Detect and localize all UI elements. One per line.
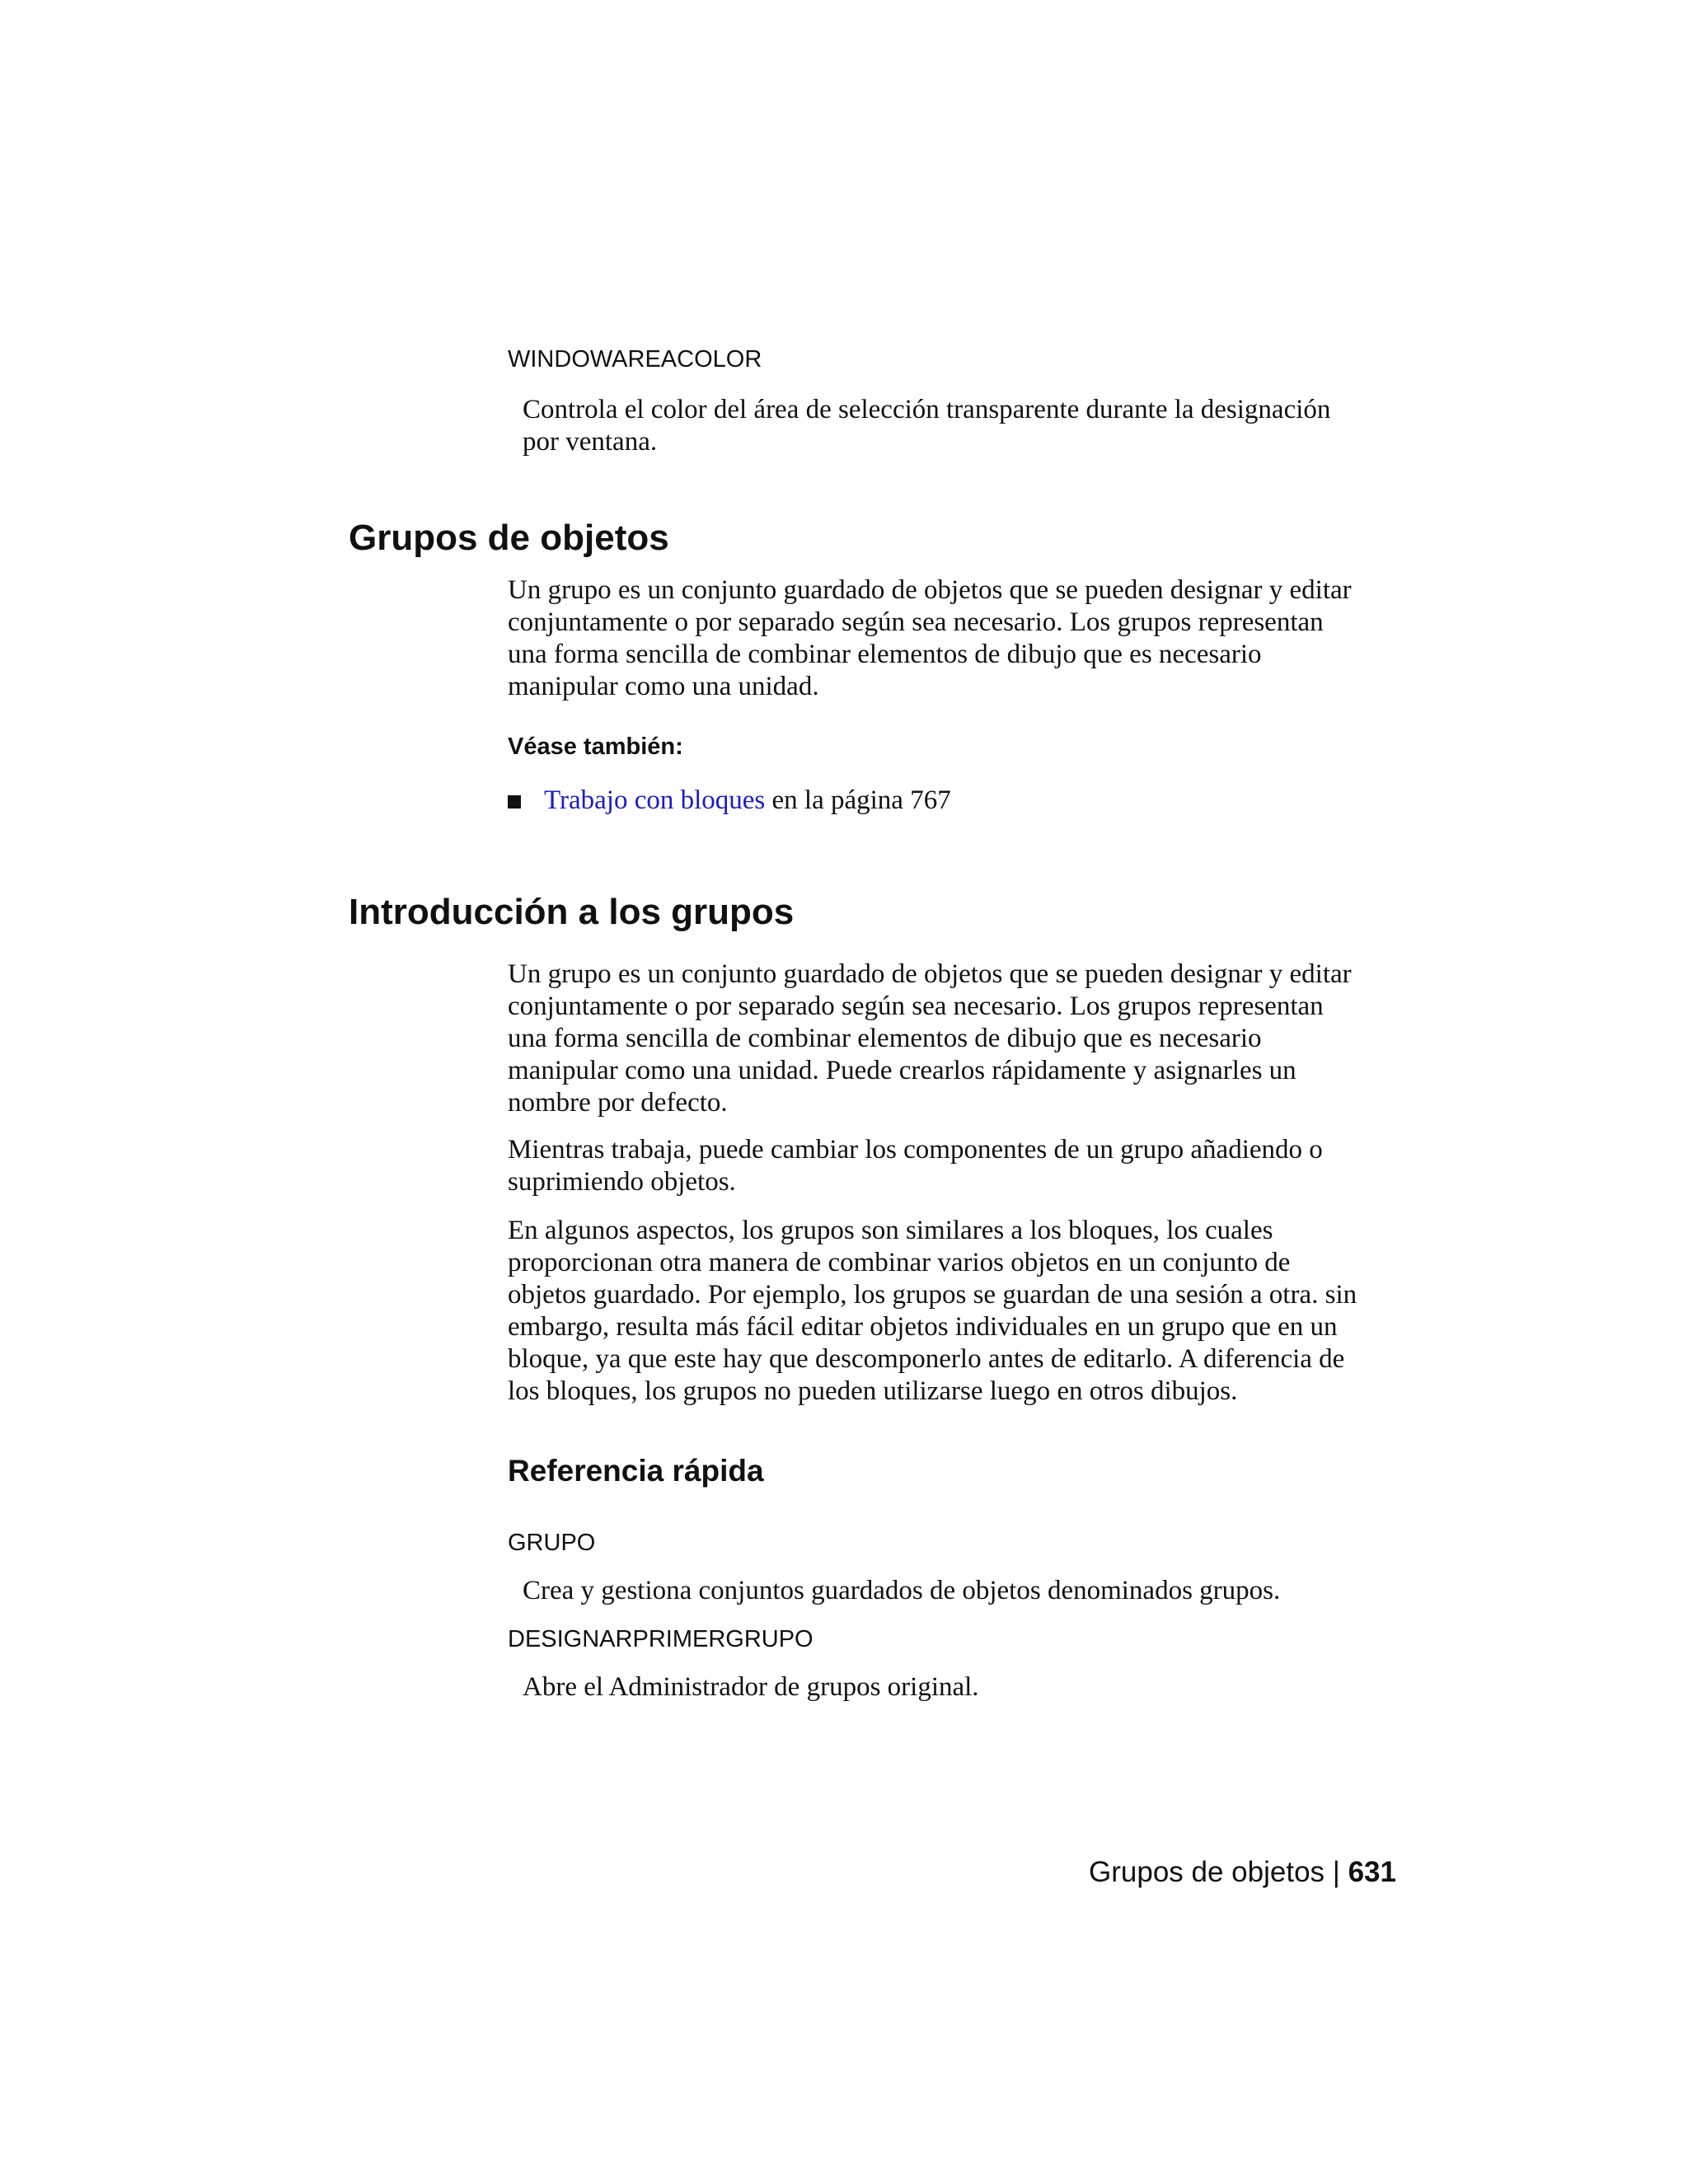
heading-introduccion: Introducción a los grupos (349, 892, 795, 932)
intro-paragraph-3 (508, 1215, 1406, 1408)
windowareacolor-description (523, 394, 1330, 458)
paragraph-line: embargo, resulta más fácil editar objetos individuales en un grupo que en un (508, 1312, 1338, 1342)
command-windowareacolor: WINDOWAREACOLOR (508, 346, 762, 373)
see-also-suffix: en la página 767 (765, 785, 951, 815)
command-designarprimergrupo-description: Abre el Administrador de grupos original. (523, 1672, 979, 1702)
command-grupo: GRUPO (508, 1530, 596, 1556)
command-designarprimergrupo: DESIGNARPRIMERGRUPO (508, 1626, 814, 1652)
intro-paragraph-2 (508, 1134, 1406, 1198)
page-footer (1089, 1856, 1396, 1889)
bullet-square-icon (508, 795, 521, 808)
command-grupo-description: Crea y gestiona conjuntos guardados de objetos denominados grupos. (523, 1576, 1281, 1605)
grupos-paragraph (508, 574, 1406, 703)
see-also-item (508, 785, 951, 817)
paragraph-line: proporcionan otra manera de combinar varios objetos en un conjunto de (508, 1248, 1291, 1277)
footer-separator: | (1332, 1856, 1340, 1888)
paragraph-line: una forma sencilla de combinar elementos de dibujo que es necesario (508, 1024, 1262, 1053)
paragraph-line: En algunos aspectos, los grupos son similares a los bloques, los cuales (508, 1216, 1273, 1245)
paragraph-line: Mientras trabaja, puede cambiar los componentes de un grupo añadiendo o (508, 1135, 1323, 1165)
paragraph-line: bloque, ya que este hay que descomponerlo antes de editarlo. A diferencia de (508, 1344, 1345, 1374)
description-line: por ventana. (523, 427, 658, 457)
heading-referencia-rapida: Referencia rápida (508, 1454, 764, 1488)
page-number: 631 (1348, 1856, 1396, 1888)
paragraph-line: Un grupo es un conjunto guardado de objetos que se pueden designar y editar (508, 575, 1352, 605)
see-also-link[interactable]: Trabajo con bloques (544, 785, 766, 815)
paragraph-line: conjuntamente o por separado según sea necesario. Los grupos representan (508, 607, 1324, 637)
paragraph-line: suprimiendo objetos. (508, 1167, 736, 1197)
footer-section-title: Grupos de objetos (1089, 1856, 1325, 1888)
paragraph-line: manipular como una unidad. (508, 672, 819, 701)
paragraph-line: nombre por defecto. (508, 1088, 728, 1118)
paragraph-line: manipular como una unidad. Puede crearlos rápidamente y asignarles un (508, 1056, 1296, 1085)
paragraph-line: conjuntamente o por separado según sea necesario. Los grupos representan (508, 991, 1324, 1021)
heading-grupos-de-objetos: Grupos de objetos (349, 518, 669, 558)
paragraph-line: objetos guardado. Por ejemplo, los grupos se guardan de una sesión a otra. sin (508, 1280, 1357, 1310)
intro-paragraph-1 (508, 958, 1406, 1119)
see-also-label: Véase también: (508, 733, 683, 760)
paragraph-line: los bloques, los grupos no pueden utilizarse luego en otros dibujos. (508, 1376, 1238, 1406)
paragraph-line: una forma sencilla de combinar elementos de dibujo que es necesario (508, 640, 1262, 669)
paragraph-line: Un grupo es un conjunto guardado de objetos que se pueden designar y editar (508, 959, 1352, 989)
description-line: Controla el color del área de selección transparente durante la designación (523, 395, 1331, 424)
